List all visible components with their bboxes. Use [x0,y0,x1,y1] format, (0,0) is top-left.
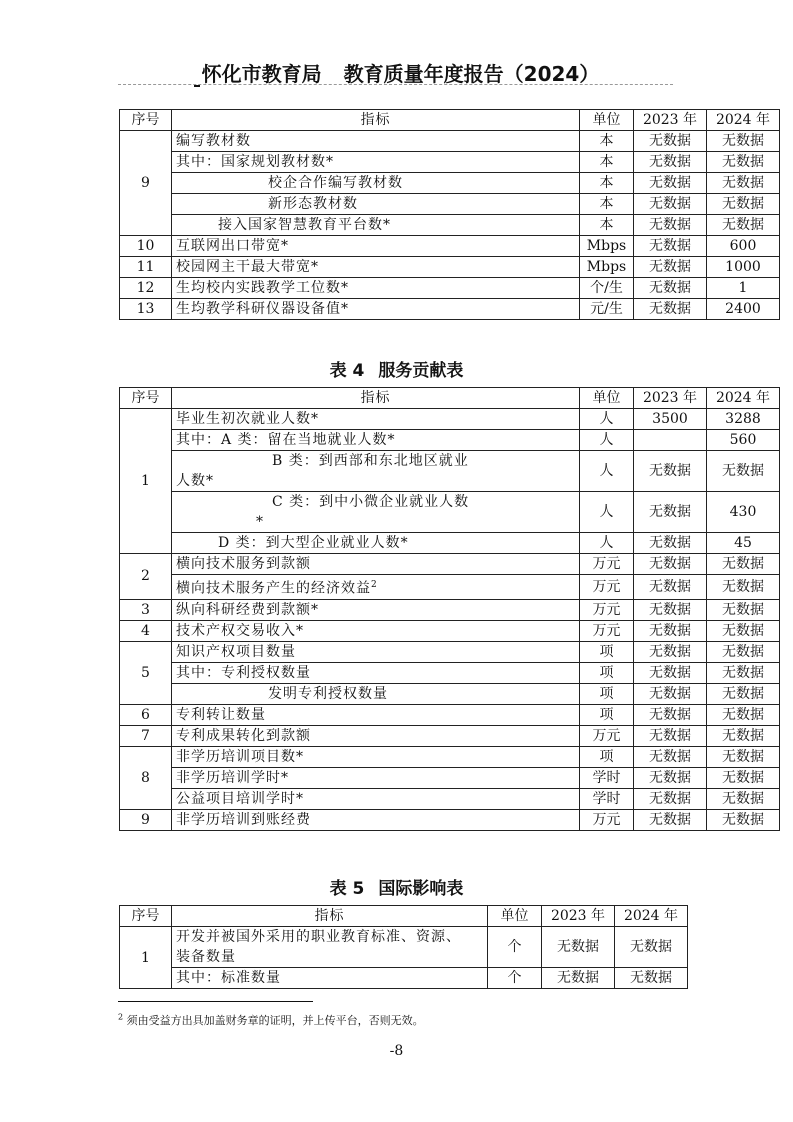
caption-title: 国际影响表 [378,879,464,899]
row-indicator: 其中：标准数量 [172,968,488,989]
row-2024: 560 [707,430,780,451]
row-indicator-line1: 开发并被国外采用的职业教育标准、资源、 [176,929,461,945]
col-2023: 2023 年 [634,388,707,409]
table-row [120,299,780,320]
row-2024: 无数据 [707,599,780,620]
row-unit: 学时 [580,767,634,788]
row-2023: 无数据 [542,927,615,968]
table-row [120,257,780,278]
table-row [120,767,780,788]
table-5-caption [0,874,793,899]
table-row [120,927,688,968]
row-2024: 无数据 [707,620,780,641]
row-2024: 无数据 [707,152,780,173]
row-unit: 本 [580,215,634,236]
row-indicator: 非学历培训到账经费 [172,809,580,830]
row-unit: 项 [580,704,634,725]
row-2024: 无数据 [615,968,688,989]
row-unit: 万元 [580,725,634,746]
row-indicator: 接入国家智慧教育平台数* [172,215,580,236]
row-2024: 无数据 [707,662,780,683]
row-2024: 600 [707,236,780,257]
row-2024: 无数据 [707,554,780,575]
table-row [120,215,780,236]
row-unit: 人 [580,409,634,430]
row-unit: 万元 [580,599,634,620]
row-2023: 无数据 [634,746,707,767]
row-unit: 人 [580,533,634,554]
table-row [120,152,780,173]
row-indicator: 其中：国家规划教材数* [172,152,580,173]
row-unit: 万元 [580,575,634,600]
row-2024: 无数据 [707,173,780,194]
table-header-row [120,906,688,927]
table-row [120,554,780,575]
row-2023: 无数据 [634,683,707,704]
row-2023: 无数据 [634,662,707,683]
row-no: 9 [120,809,172,830]
row-indicator-line1: C 类：到中小微企业就业人数 [272,494,470,510]
col-2024: 2024 年 [707,110,780,131]
row-2023: 无数据 [634,173,707,194]
row-unit: 本 [580,194,634,215]
row-2024: 1 [707,278,780,299]
row-unit: 人 [580,492,634,533]
col-unit: 单位 [580,110,634,131]
table-3-continued [119,109,780,320]
row-2023: 无数据 [634,492,707,533]
row-2023: 无数据 [634,620,707,641]
row-no: 7 [120,725,172,746]
row-2023: 无数据 [634,299,707,320]
row-unit: 本 [580,173,634,194]
caption-number: 表 5 [329,879,365,899]
row-indicator: 编写教材数 [172,131,580,152]
row-indicator: 互联网出口带宽* [172,236,580,257]
row-2023: 无数据 [634,788,707,809]
row-2024: 无数据 [707,788,780,809]
row-unit: 个 [488,968,542,989]
footnote-text: 须由受益方出具加盖财务章的证明，并上传平台，否则无效。 [126,1014,424,1027]
row-2023: 无数据 [634,278,707,299]
row-unit: Mbps [580,257,634,278]
table-row [120,131,780,152]
col-2024: 2024 年 [615,906,688,927]
row-2023: 无数据 [634,215,707,236]
row-indicator: 毕业生初次就业人数* [172,409,580,430]
row-2023: 无数据 [634,533,707,554]
table-header-row [120,110,780,131]
row-2024: 无数据 [707,451,780,492]
table-4 [119,387,780,831]
row-indicator: 生均校内实践教学工位数* [172,278,580,299]
footnote-mark: 2 [118,1012,124,1022]
row-2024: 45 [707,533,780,554]
row-indicator: 校企合作编写教材数 [172,173,580,194]
row-unit: 万元 [580,554,634,575]
row-unit: Mbps [580,236,634,257]
header-divider [118,84,673,85]
row-indicator [172,492,580,533]
row-indicator: 非学历培训项目数* [172,746,580,767]
row-2023: 3500 [634,409,707,430]
row-indicator-line2: * [256,514,264,530]
col-indicator: 指标 [172,906,488,927]
page-header [0,58,793,87]
row-indicator: 知识产权项目数量 [172,641,580,662]
row-no: 8 [120,746,172,809]
col-unit: 单位 [488,906,542,927]
caption-number: 表 4 [329,361,365,381]
row-unit: 万元 [580,809,634,830]
table-row [120,809,780,830]
row-indicator-line2: 人数* [176,473,214,489]
col-2024: 2024 年 [707,388,780,409]
row-no: 11 [120,257,172,278]
row-2024: 无数据 [707,194,780,215]
table-row [120,575,780,600]
row-2023: 无数据 [634,451,707,492]
col-2023: 2023 年 [542,906,615,927]
row-unit: 人 [580,451,634,492]
table-row [120,278,780,299]
row-2024: 1000 [707,257,780,278]
row-unit: 人 [580,430,634,451]
row-2024: 2400 [707,299,780,320]
row-indicator: 发明专利授权数量 [172,683,580,704]
table-row [120,430,780,451]
row-2023: 无数据 [634,767,707,788]
row-2024: 无数据 [615,927,688,968]
row-indicator-line2: 装备数量 [176,949,236,965]
row-unit: 项 [580,641,634,662]
row-2024: 无数据 [707,767,780,788]
row-no: 3 [120,599,172,620]
table-row [120,704,780,725]
row-2023: 无数据 [634,554,707,575]
row-indicator: 新形态教材数 [172,194,580,215]
row-no: 4 [120,620,172,641]
row-2023: 无数据 [634,131,707,152]
caption-title: 服务贡献表 [378,361,464,381]
row-no: 5 [120,641,172,704]
page-number: -8 [389,1043,404,1059]
row-unit: 个/生 [580,278,634,299]
col-indicator: 指标 [172,388,580,409]
row-2023: 无数据 [634,236,707,257]
row-unit: 学时 [580,788,634,809]
row-2023: 无数据 [542,968,615,989]
row-2023: 无数据 [634,575,707,600]
row-indicator: 纵向科研经费到款额* [172,599,580,620]
row-no: 1 [120,409,172,554]
row-2024: 430 [707,492,780,533]
row-2023: 无数据 [634,152,707,173]
table-row [120,788,780,809]
table-header-row [120,388,780,409]
col-no: 序号 [120,906,172,927]
table-row [120,451,780,492]
col-no: 序号 [120,388,172,409]
row-indicator-text: 横向技术服务产生的经济效益 [176,580,371,597]
table-row [120,409,780,430]
row-2024: 无数据 [707,641,780,662]
row-2023 [634,430,707,451]
row-2024: 无数据 [707,683,780,704]
row-2024: 无数据 [707,704,780,725]
row-indicator [172,575,580,600]
row-2024: 无数据 [707,131,780,152]
row-indicator: 生均教学科研仪器设备值* [172,299,580,320]
row-2024: 无数据 [707,809,780,830]
col-indicator: 指标 [172,110,580,131]
table-row [120,725,780,746]
table-5 [119,905,688,989]
table-row [120,746,780,767]
row-indicator-line1: B 类：到西部和东北地区就业 [272,453,469,469]
table-row [120,662,780,683]
row-unit: 本 [580,152,634,173]
row-2023: 无数据 [634,809,707,830]
row-2024: 3288 [707,409,780,430]
row-indicator [172,927,488,968]
row-2023: 无数据 [634,641,707,662]
row-2024: 无数据 [707,725,780,746]
row-unit: 个 [488,927,542,968]
row-indicator: 技术产权交易收入* [172,620,580,641]
table-row [120,968,688,989]
row-no: 6 [120,704,172,725]
row-indicator: 其中：A 类：留在当地就业人数* [172,430,580,451]
table-row [120,683,780,704]
row-2023: 无数据 [634,257,707,278]
row-indicator: 校园网主干最大带宽* [172,257,580,278]
row-2024: 无数据 [707,575,780,600]
row-no: 1 [120,927,172,989]
row-indicator: 其中：专利授权数量 [172,662,580,683]
row-unit: 元/生 [580,299,634,320]
col-no: 序号 [120,110,172,131]
table-row [120,236,780,257]
row-no: 9 [120,131,172,236]
row-indicator: 专利转让数量 [172,704,580,725]
row-indicator: 公益项目培训学时* [172,788,580,809]
row-no: 12 [120,278,172,299]
row-2024: 无数据 [707,746,780,767]
row-unit: 项 [580,683,634,704]
header-org: 怀化市教育局 [201,62,322,86]
row-no: 13 [120,299,172,320]
table-row [120,492,780,533]
row-no: 2 [120,554,172,600]
row-2023: 无数据 [634,599,707,620]
col-unit: 单位 [580,388,634,409]
row-indicator: D 类：到大型企业就业人数* [172,533,580,554]
row-2023: 无数据 [634,725,707,746]
row-2023: 无数据 [634,194,707,215]
row-indicator: 非学历培训学时* [172,767,580,788]
row-no: 10 [120,236,172,257]
table-row [120,173,780,194]
table-row [120,194,780,215]
row-indicator: 专利成果转化到款额 [172,725,580,746]
row-unit: 项 [580,746,634,767]
header-title: 教育质量年度报告（2024） [343,62,600,86]
row-unit: 万元 [580,620,634,641]
row-2023: 无数据 [634,704,707,725]
footnote-ref: 2 [371,580,378,590]
row-2024: 无数据 [707,215,780,236]
row-unit: 项 [580,662,634,683]
table-4-caption [0,356,793,381]
table-row [120,533,780,554]
row-indicator [172,451,580,492]
footnote-divider [118,1001,313,1002]
footnote [118,1012,424,1028]
row-unit: 本 [580,131,634,152]
col-2023: 2023 年 [634,110,707,131]
table-row [120,620,780,641]
table-row [120,599,780,620]
row-indicator: 横向技术服务到款额 [172,554,580,575]
table-row [120,641,780,662]
